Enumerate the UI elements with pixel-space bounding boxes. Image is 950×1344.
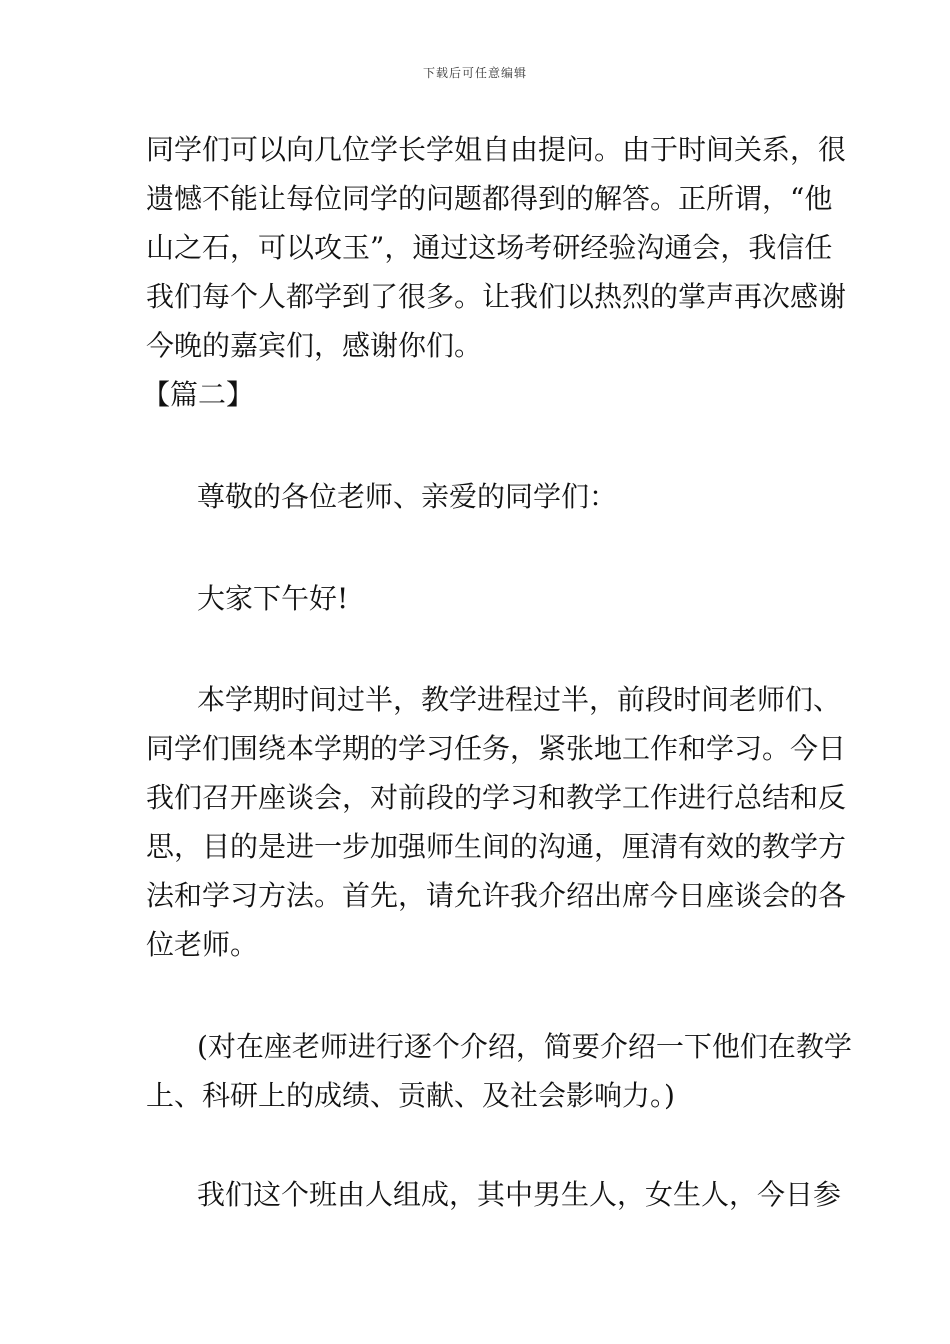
section-heading: 【篇二】 xyxy=(142,378,255,411)
paragraph-line: 山之石，可以攻玉”，通过这场考研经验沟通会，我信任 xyxy=(146,231,833,264)
paragraph-line: 同学们可以向几位学长学姐自由提问。由于时间关系，很 xyxy=(146,133,847,166)
paragraph-line: 今晚的嘉宾们，感谢你们。 xyxy=(146,329,483,362)
paragraph-line: 思，目的是进一步加强师生间的沟通，厘清有效的教学方 xyxy=(146,830,847,863)
paragraph-line: 法和学习方法。首先，请允许我介绍出席今日座谈会的各 xyxy=(146,879,847,912)
paragraph-line: 我们召开座谈会，对前段的学习和教学工作进行总结和反 xyxy=(146,781,847,814)
paragraph-line: 本学期时间过半，教学进程过半，前段时间老师们、 xyxy=(197,683,842,716)
paragraph-line: 同学们围绕本学期的学习任务，紧张地工作和学习。今日 xyxy=(146,732,847,765)
paragraph-line: 我们这个班由人组成，其中男生人，女生人，今日参 xyxy=(197,1178,842,1211)
page-header: 下载后可任意编辑 xyxy=(422,66,527,80)
paragraph-line: (对在座老师进行逐个介绍，简要介绍一下他们在教学 xyxy=(197,1030,852,1063)
salutation: 尊敬的各位老师、亲爱的同学们： xyxy=(197,480,618,513)
paragraph-line: 上、科研上的成绩、贡献、及社会影响力。) xyxy=(146,1079,675,1112)
paragraph-line: 遗憾不能让每位同学的问题都得到的解答。正所谓，“他 xyxy=(146,182,833,215)
greeting: 大家下午好! xyxy=(197,582,349,615)
paragraph-line: 位老师。 xyxy=(146,928,259,961)
paragraph-line: 我们每个人都学到了很多。让我们以热烈的掌声再次感谢 xyxy=(146,280,847,313)
